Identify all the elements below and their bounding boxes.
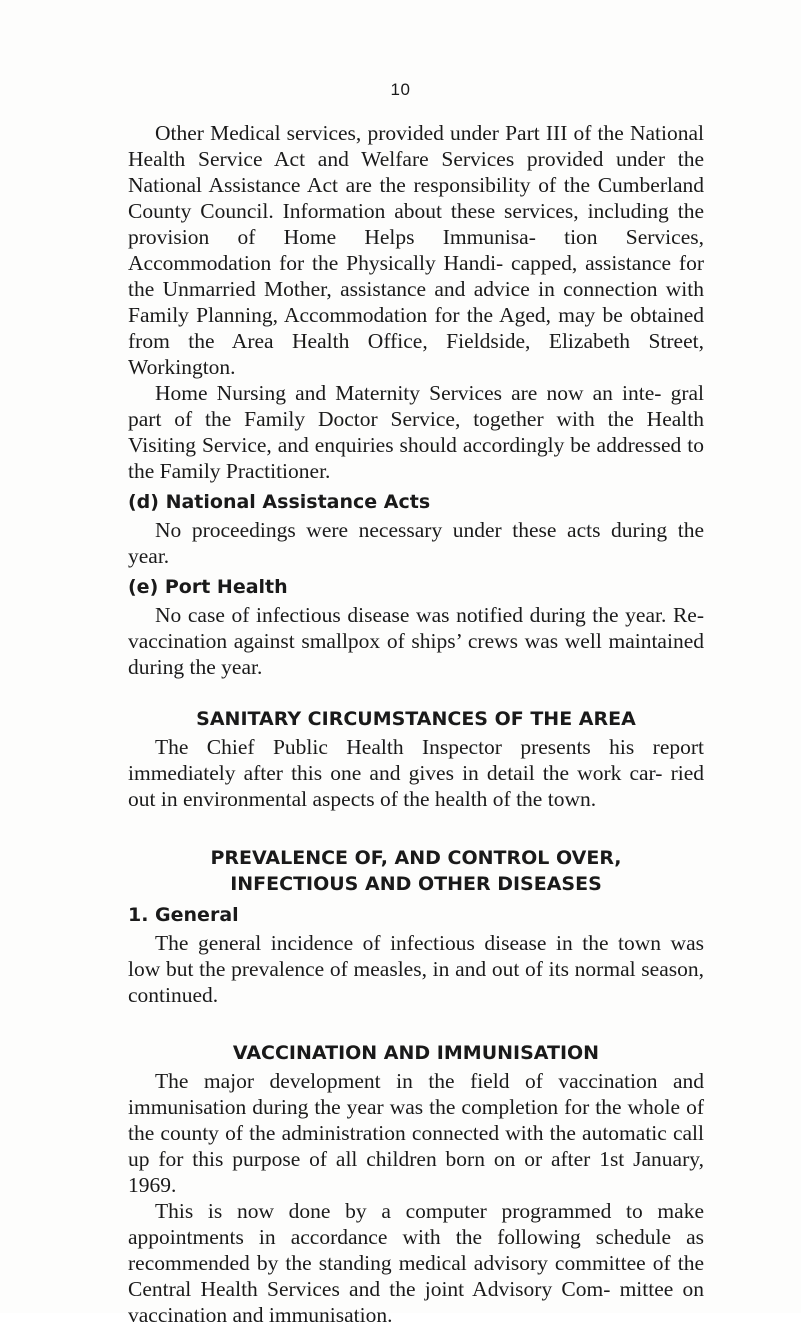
vaccination-heading: VACCINATION AND IMMUNISATION [232, 1042, 600, 1064]
general-text: The general incidence of infectious disease in the town was low but the prevalence of measles, in and out of its normal season, continued. [128, 931, 704, 1007]
port-health-heading: (e) Port Health [128, 576, 288, 598]
national-assistance-text: No proceedings were necessary under these acts during the year. [128, 518, 704, 568]
medical-services-paragraph: Other Medical services, provided under Part III of the National Health Service Act and Welfare Services provided under the National Assistance Act are the responsibility of the Cumberland County Council. Information about these services, including the provision of Home Helps Immunisa- tion Services, Accommodation for the Physically Handi- capped, assistance for the Unmarried Mother, assistance and advice in connection with Family Planning, Accommodation for the Aged, may be obtained from the Area Health Office, Fieldside, Elizabeth Street, Workington. [128, 121, 704, 379]
prevalence-heading-line1: PREVALENCE OF, AND CONTROL OVER, [210, 847, 622, 869]
sanitary-text: The Chief Public Health Inspector presents his report immediately after this one and gives in detail the work car- ried out in environmental aspects of the health of the town. [128, 735, 704, 811]
page-number: 10 [390, 80, 411, 99]
page-body [128, 120, 704, 1328]
vaccination-text-1: The major development in the field of vaccination and immunisation during the year was the completion for the whole of the county of the administration connected with the automatic call up for this purpose of all children born on or after 1st January, 1969. [128, 1069, 704, 1197]
prevalence-heading-line2: INFECTIOUS AND OTHER DISEASES [230, 873, 602, 895]
national-assistance-heading: (d) National Assistance Acts [128, 491, 431, 513]
sanitary-heading: SANITARY CIRCUMSTANCES OF THE AREA [196, 708, 636, 730]
vaccination-text-2: This is now done by a computer programmed to make appointments in accordance with the following schedule as recommended by the standing medical advisory committee of the Central Health Services and the joint Advisory Com- mittee on vaccination and immunisation. [128, 1199, 704, 1327]
home-nursing-paragraph: Home Nursing and Maternity Services are now an inte- gral part of the Family Doctor Service, together with the Health Visiting Service, and enquiries should accordingly be addressed to the Family Practitioner. [128, 381, 704, 483]
port-health-text: No case of infectious disease was notified during the year. Re-vaccination against smallpox of ships’ crews was well maintained during the year. [128, 603, 704, 679]
general-subheading: 1. General [128, 904, 239, 926]
